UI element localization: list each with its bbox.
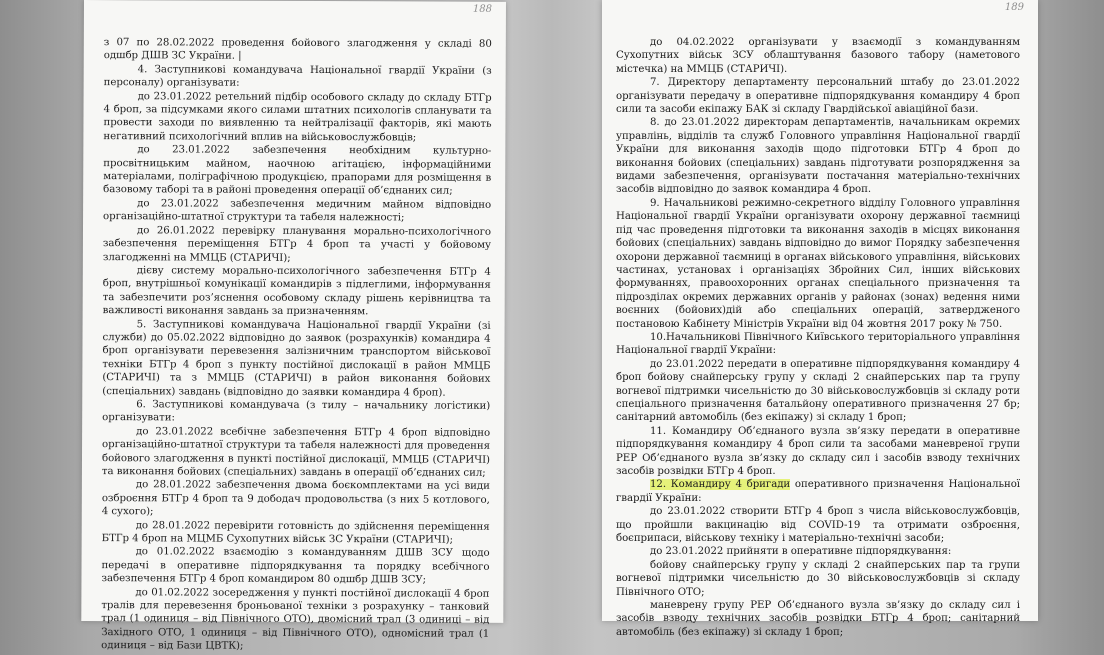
page-body	[101, 36, 492, 654]
paragraph: з 07 по 28.02.2022 проведення бойового злагодження у складі 80 одшбр ДШВ ЗС України. |	[103, 37, 492, 63]
paragraph: до 23.01.2022 прийняти в оперативне підпорядкування:	[650, 546, 952, 558]
paragraph: до 28.01.2022 перевірити готовність до здійснення переміщення БТГр 4 броп на МЦМБ Сухопутних військ ЗС України (СТАРИЧІ);	[101, 519, 490, 546]
paragraph: 9. Начальникові режимно-секретного відділу Головного управління Національної гвардії України організувати охорону державної таємниці під час проведення підготовки та виконання заходів в місцях виконання бойових (спеціальних) завдань відповідно до вимог Порядку забезпечення охорони державної таємниці в органах військового управління, військових частинах, установах і організаціях Збройних Сил, інших військових формуваннях, правоохоронних органах спеціального призначення та підрозділах окремих державних органів у районах (зонах) ведення ними воєнних (бойових)дій або спеціальних операцій, затвердженого постановою Кабінету Міністрів України від 04 жовтня 2017 року № 750.	[616, 197, 1020, 330]
paragraph: до 23.01.2022 ретельний підбір особового складу до складу БТГр 4 броп, за підсумками якого силами штатних психологів спланувати та провести заходи по виявленню та нейтралізації факторів, які мають негативний психологічний вплив на військовослужбовців;	[103, 90, 492, 144]
highlighted-text: 12. Командиру 4 бригади	[650, 479, 791, 491]
paragraph: до 01.02.2022 зосередження у пункті постійної дислокації 4 броп тралів для перевезення броньованої техніки з розрахунку – танковий трал (1 одиниця – від Північного ОТО), двомісний трал (3 одиниці – від Західного ОТО, 1 одиниця – від Північного ОТО), одномісний трал (1 одиниця – від Бази ЦВТК);	[101, 586, 490, 652]
page-body	[616, 36, 1020, 639]
paragraph: 5. Заступникові командувача Національної гвардії України (зі служби) до 05.02.2022 відповідно до заявок (розрахунків) командира 4 броп організувати перевезення залізничним транспортом військової техніки БТГр 4 броп з пункту постійної дислокації в район ММЦБ (СТАРИЧІ) та з ММЦБ (СТАРИЧІ) в район виконання бойових (спеціальних) завдань (відповідно до заявки командира 4 броп).	[102, 318, 491, 399]
paragraph-text: оперативного призначення Національної гвардії України:	[616, 479, 1020, 504]
paragraph: 6. Заступникові командувача (з тилу – начальнику логістики) організувати:	[102, 399, 491, 424]
paragraph: до 28.01.2022 забезпечення двома боєкомплектами на усі види озброєння БТГр 4 броп та 9 дободач продовольства (з них 5 котлового, 4 сухого);	[101, 479, 490, 518]
paragraph: до 26.01.2022 перевірку планування морально-психологічного забезпечення переміщення БТГр 4 броп та участі у бойовому злагодженні на ММЦБ (СТАРИЧІ);	[102, 224, 492, 264]
paragraph: дієву систему морально-психологічного забезпечення БТГр 4 броп, внутрішньої комунікації командирів з підлеглими, інформування та забезпечити роз’яснення особовому складу рішень керівництва та важливості виконання завдань за призначенням.	[102, 265, 491, 318]
paragraph: до 23.01.2022 створити БТГр 4 броп з числа військовослужбовців, що пройшли вакцинацію від COVID-19 та отримати озброєння, боєприпаси, військову техніку і матеріально-технічні засоби;	[616, 506, 1020, 545]
page-number: 188	[472, 3, 492, 15]
paragraph: маневрену групу РЕР Об’єднаного вузла зв’язку до складу сил і засобів взводу технічних засобів розвідки БТГр 4 броп; санітарний автомобіль (без екіпажу) зі складу 1 броп;	[616, 600, 1020, 638]
paragraph: 8. до 23.01.2022 директорам департаментів, начальникам окремих управлінь, відділів та служб Головного управління Національної гвардії України для виконання заходів щодо підготовки БТГр 4 броп до виконання бойових (спеціальних) завдань підготувати розпорядження за видами забезпечення, організувати постачання матеріально-технічних засобів відповідно до заявок командира 4 броп.	[616, 117, 1020, 196]
paragraph: до 23.01.2022 забезпечення медичним майном відповідно організаційно-штатної структури та табеля належності;	[103, 198, 492, 224]
paragraph: 11. Командиру Об’єднаного вузла зв’язку передати в оперативне підпорядкування командиру 4 броп сили та засобами маневреної групи РЕР Об’єднаного вузла зв’язку до складу сил і засобів взводу технічних засобів розвідки БТГр 4 броп.	[616, 425, 1020, 477]
paragraph: до 23.01.2022 забезпечення необхідним культурно-просвітницьким майном, наочною агітацією, інформаційними матеріалами, поліграфічною продукцією, прапорами для розміщення в базовому таборі та в районі проведення операції об’єднаних сил;	[103, 144, 492, 198]
paragraph: бойову снайперську групу у складі 2 снайперських пар та групи вогневої підтримки чисельністю до 30 військовослужбовців зі складу Північного ОТО;	[616, 559, 1020, 598]
paragraph: до 04.02.2022 організувати у взаємодії з командуванням Сухопутних військ ЗСУ облаштування базового табору (наметового містечка) на ММЦБ (СТАРИЧІ).	[616, 37, 1020, 75]
paragraph: до 23.01.2022 передати в оперативне підпорядкування командиру 4 броп бойову снайперську групу у складі 2 снайперських пар та групу вогневої підтримки чисельністю до 30 військовослужбовців зі складу роти спеціального призначення батальйону оперативного призначення 27 бр; санітарний автомобіль (без екіпажу) зі складу 1 броп;	[616, 358, 1020, 424]
paragraph: 10.Начальникові Північного Київського територіального управління Національної гвардії України:	[616, 331, 1020, 357]
paragraph: до 23.01.2022 всебічне забезпечення БТГр 4 броп відповідно організаційно-штатної структури та табеля належності для проведення бойового злагодження в пункті постійної дислокації, ММЦБ (СТАРИЧІ) та виконання бойових (спеціальних) завдань в операції об’єднаних сил;	[101, 426, 491, 479]
document-page-right	[602, 0, 1038, 638]
paragraph: 4. Заступникові командувача Національної гвардії України (з персоналу) організувати:	[103, 64, 492, 89]
page-number: 189	[1004, 2, 1024, 13]
document-page-left	[81, 0, 506, 652]
paragraph	[616, 478, 1020, 505]
paragraph: до 01.02.2022 взаємодію з командуванням ДШВ ЗСУ щодо передачі в оперативне підпорядкування та порядку всебічного забезпечення БТГр 4 броп командиром 80 одшбр ДШВ ЗСУ;	[101, 546, 490, 586]
paragraph: 7. Директору департаменту персональний штабу до 23.01.2022 організувати передачу в оперативне підпорядкування командиру 4 броп сили та засоби екіпажу БАК зі складу Гвардійської авіаційної бази.	[616, 77, 1020, 116]
